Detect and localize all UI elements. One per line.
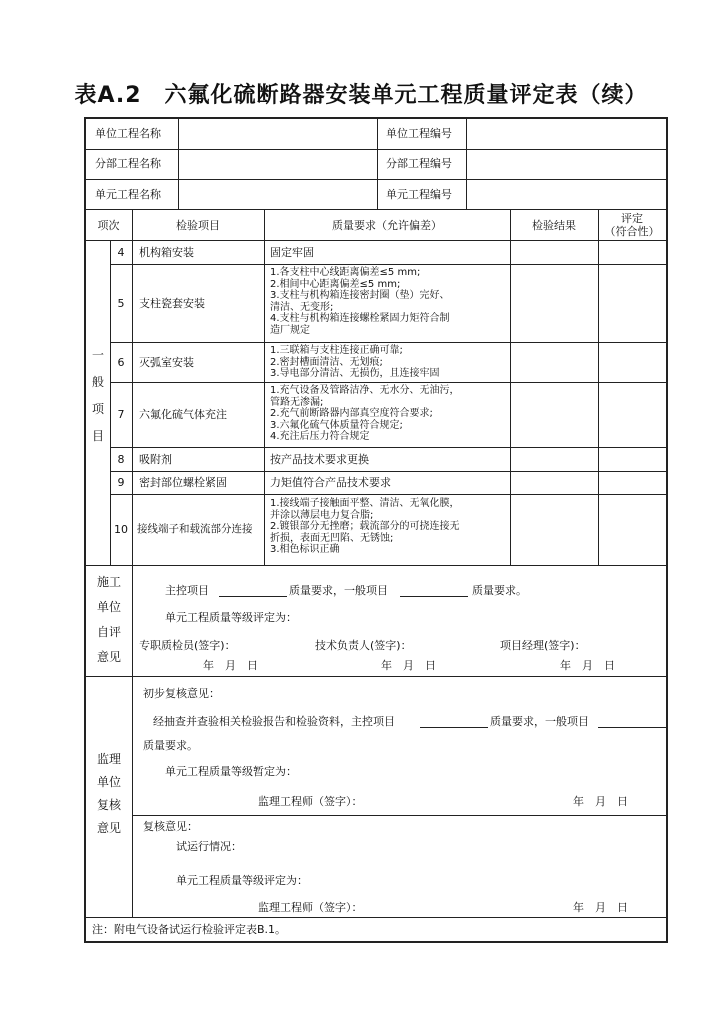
row-no: 4 [117,246,125,259]
page-title: 表A.2 六氟化硫断路器安装单元工程质量评定表（续） [74,83,648,108]
supervision-check-text2: 质量要求，一般项目 [490,715,589,728]
row-req: 1.接线端子接触面平整、清洁、无氧化膜， 并涂以薄层电力复合脂; 2.镀银部分无挫磨；载流部分的可挠连接无 折损，表面无凹陷、无锈蚀; 3.相色标识正确 [270,498,460,555]
table-border-bottom [84,941,668,943]
element-project-no-label: 单元工程编号 [386,188,452,201]
construction-grade-text: 单元工程质量等级评定为： [165,611,297,624]
supervision-label: 监理 单位 复核 意见 [96,752,121,835]
review-title: 复核意见： [143,820,198,833]
col-item-no: 项次 [97,219,120,232]
manager-signature-label: 项目经理(签字)： [500,639,586,652]
sub-project-no-field[interactable] [468,151,665,178]
supervision-general-item-blank[interactable] [598,727,666,728]
row-item: 六氟化硫气体充注 [139,408,227,421]
supervision-check-text3: 质量要求。 [143,739,198,752]
trial-run-label: 试运行情况： [176,840,242,853]
construction-label: 施工 单位 自评 意见 [96,575,121,664]
footnote: 注：附电气设备试运行检验评定表B.1。 [92,923,287,936]
unit-project-name-field[interactable] [180,120,376,148]
row-no: 10 [114,523,128,536]
sub-project-name-field[interactable] [180,151,376,178]
row-item: 接线端子和载流部分连接 [137,523,253,535]
tech-lead-signature-label: 技术负责人(签字)： [315,639,412,652]
supervision-main-item-blank[interactable] [420,727,488,728]
row-no: 5 [117,297,125,310]
prelim-grade-text: 单元工程质量等级暂定为： [165,765,297,778]
inspector-signature-label: 专职质检员(签字)： [139,639,236,652]
element-project-name-label: 单元工程名称 [95,188,161,201]
unit-project-name-label: 单位工程名称 [95,127,161,140]
col-check-item: 检验项目 [176,219,220,232]
sub-project-name-label: 分部工程名称 [95,157,161,170]
col-evaluation-sub: （符合性） [604,225,660,238]
group-label: 一 般 项 目 [91,348,104,443]
engineer-signature-label: 监理工程师（签字）： [258,795,363,808]
row-req: 1.充气设备及管路洁净、无水分、无油污， 管路无渗漏; 2.充气前断路器内部真空度符合要求; 3.六氟化硫气体质量符合规定; 4.充注后压力符合规定 [270,385,460,442]
tech-lead-date: 年 月 日 [381,659,436,672]
sub-project-no-label: 分部工程编号 [386,157,452,170]
supervision-check-text: 经抽查并查验相关检验报告和检验资料，主控项目 [153,715,395,728]
engineer2-date: 年 月 日 [573,901,628,914]
row-req: 1.各支柱中心线距离偏差≤5 mm; 2.相间中心距离偏差≤5 mm; 3.支柱与机构箱连接密封圈（垫）完好、 清洁、无变形; 4.支柱与机构箱连接螺栓紧固力矩符合制 造厂规定 [270,267,450,336]
construction-general-item-blank[interactable] [400,596,468,597]
construction-quality-text: 质量要求，一般项目 [289,584,388,597]
col-check-result: 检验结果 [532,219,576,232]
row-item: 灭弧室安装 [139,356,194,369]
row-req: 按产品技术要求更换 [270,453,369,466]
construction-main-item-blank[interactable] [219,596,287,597]
row-req: 固定牢固 [270,246,314,259]
row-item: 机构箱安装 [139,246,194,259]
row-no: 8 [117,453,125,466]
construction-main-item-text: 主控项目 [165,584,209,597]
unit-project-no-label: 单位工程编号 [386,127,452,140]
engineer2-signature-label: 监理工程师（签字）： [258,901,363,914]
initial-review-title: 初步复核意见： [143,687,220,700]
row-req: 力矩值符合产品技术要求 [270,476,391,489]
col-quality-req: 质量要求（允许偏差） [332,219,442,232]
element-project-name-field[interactable] [180,181,376,208]
table-border-top [84,117,668,119]
row-item: 密封部位螺栓紧固 [139,476,227,489]
row-item: 支柱瓷套安装 [139,297,205,310]
engineer-date: 年 月 日 [573,795,628,808]
row-item: 吸附剂 [139,453,172,466]
col-evaluation: 评定 [621,212,643,225]
row-no: 6 [117,356,125,369]
manager-date: 年 月 日 [560,659,615,672]
row-no: 7 [117,408,125,421]
row-no: 9 [117,476,125,489]
element-project-no-field[interactable] [468,181,665,208]
row-req: 1.三联箱与支柱连接正确可靠; 2.密封槽面清洁、无划痕; 3.导电部分清洁、无损伤，且连接牢固 [270,345,440,379]
inspector-date: 年 月 日 [203,659,258,672]
construction-quality-end: 质量要求。 [472,584,527,597]
unit-project-no-field[interactable] [468,120,665,148]
final-grade-text: 单元工程质量等级评定为： [176,874,308,887]
